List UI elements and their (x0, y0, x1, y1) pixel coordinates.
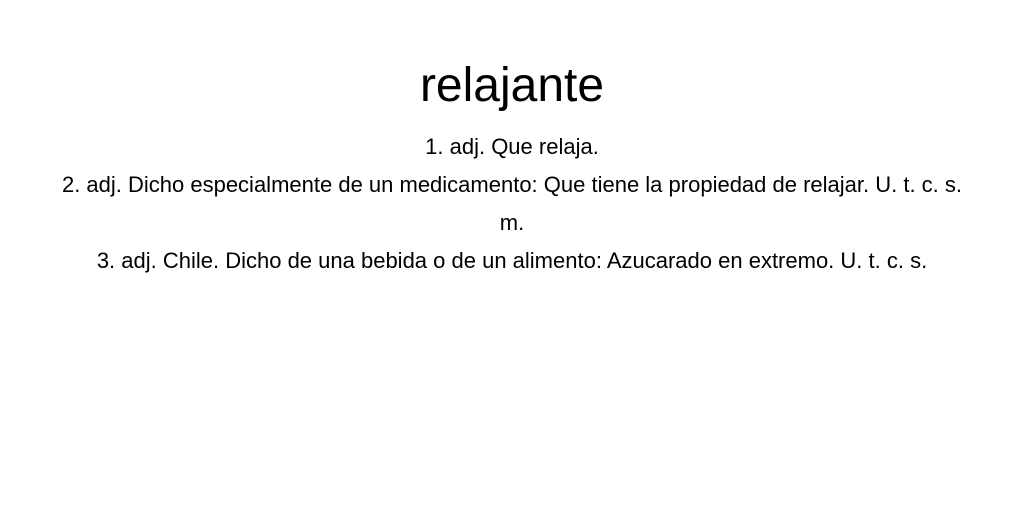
headword: relajante (419, 59, 605, 112)
definition-list (52, 128, 972, 280)
definition-1: 1. adj. Que relaja. (425, 134, 599, 159)
definition-2: 2. adj. Dicho especialmente de un medicamento: Que tiene la propiedad de relajar. U. t. c. s. m. (61, 172, 963, 235)
definition-3: 3. adj. Chile. Dicho de una bebida o de un alimento: Azucarado en extremo. U. t. c. s. (96, 248, 928, 273)
